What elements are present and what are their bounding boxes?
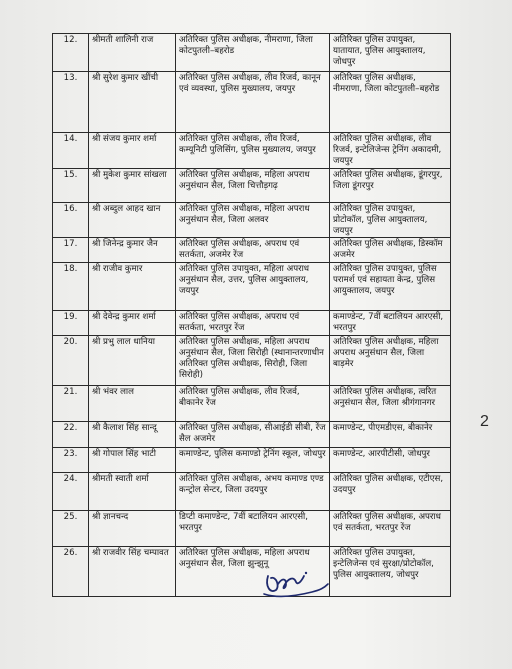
officer-name: श्री अब्दुल आहद खान [89, 202, 176, 238]
new-posting: अतिरिक्त पुलिस अधीक्षक, नीमराणा, जिला कोटपुतली–बहरोड [330, 72, 451, 133]
current-posting: अतिरिक्त पुलिस अधीक्षक, महिला अपराध अनुसंधान सैल, जिला सिरोही (स्थानान्तरणाधीन अतिरिक्त पुलिस अधीक्षक, सिरोही, जिला सिरोही) [176, 336, 330, 386]
row-number: 20. [53, 336, 89, 386]
new-posting: कमाण्डेन्ट, 7वीं बटालियन आरएसी, भरतपुर [330, 311, 451, 336]
current-posting: डिप्टी कमाण्डेन्ट, 7वीं बटालियन आरएसी, भरतपुर [176, 511, 330, 547]
current-posting: कमाण्डेन्ट, पुलिस कमाण्डो ट्रेनिंग स्कूल, जोधपुर [176, 448, 330, 473]
row-number: 15. [53, 168, 89, 202]
new-posting: अतिरिक्त पुलिस अधीक्षक, अपराध एवं सतर्कता, भरतपुर रेंज [330, 511, 451, 547]
new-posting: अतिरिक्त पुलिस अधीक्षक, त्वरित अनुसंधान सैल, जिला श्रीगंगानगर [330, 386, 451, 422]
current-posting: अतिरिक्त पुलिस अधीक्षक, महिला अपराध अनुसंधान सैल, जिला झुन्झुनू [176, 547, 330, 597]
row-number: 21. [53, 386, 89, 422]
officer-name: श्रीमती शालिनी राज [89, 34, 176, 72]
row-number: 24. [53, 473, 89, 511]
table-row [53, 386, 451, 422]
officer-name: श्री ज्ञानचन्द [89, 511, 176, 547]
row-number: 26. [53, 547, 89, 597]
table-row [53, 448, 451, 473]
current-posting: अतिरिक्त पुलिस अधीक्षक, लीव रिजर्व, कम्यूनिटी पुलिसिंग, पुलिस मुख्यालय, जयपुर [176, 133, 330, 169]
table-row [53, 311, 451, 336]
current-posting: अतिरिक्त पुलिस अधीक्षक, अपराध एवं सतर्कता, अजमेर रेंज [176, 238, 330, 263]
table-row [53, 34, 451, 72]
table-row [53, 336, 451, 386]
officer-name: श्री कैलाश सिंह सान्दू [89, 422, 176, 448]
officer-name: श्री गोपाल सिंह भाटी [89, 448, 176, 473]
new-posting: अतिरिक्त पुलिस अधीक्षक, महिला अपराध अनुसंधान सैल, जिला बाड़मेर [330, 336, 451, 386]
row-number: 16. [53, 202, 89, 238]
table-row [53, 72, 451, 133]
table-row [53, 202, 451, 238]
officer-name: श्री जिनेन्द्र कुमार जैन [89, 238, 176, 263]
row-number: 23. [53, 448, 89, 473]
table-row [53, 473, 451, 511]
row-number: 13. [53, 72, 89, 133]
table-row [53, 511, 451, 547]
table-row [53, 547, 451, 597]
row-number: 12. [53, 34, 89, 72]
current-posting: अतिरिक्त पुलिस अधीक्षक, महिला अपराध अनुसंधान सैल, जिला अलवर [176, 202, 330, 238]
new-posting: अतिरिक्त पुलिस उपायुक्त, प्रोटोकॉल, पुलिस आयुक्तालय, जयपुर [330, 202, 451, 238]
current-posting: अतिरिक्त पुलिस उपायुक्त, महिला अपराध अनुसंधान सैल, उत्तर, पुलिस आयुक्तालय, जयपुर [176, 263, 330, 311]
current-posting: अतिरिक्त पुलिस अधीक्षक, लीव रिजर्व, कानून एवं व्यवस्था, पुलिस मुख्यालय, जयपुर [176, 72, 330, 133]
table-row [53, 422, 451, 448]
officer-name: श्री राजवीर सिंह चम्पावत [89, 547, 176, 597]
current-posting: अतिरिक्त पुलिस अधीक्षक, अपराध एवं सतर्कता, भरतपुर रेंज [176, 311, 330, 336]
officer-name: श्री संजय कुमार शर्मा [89, 133, 176, 169]
officer-name: श्री राजीव कुमार [89, 263, 176, 311]
officer-name: श्री देवेन्द्र कुमार शर्मा [89, 311, 176, 336]
new-posting: अतिरिक्त पुलिस अधीक्षक, एटीएस, उदयपुर [330, 473, 451, 511]
row-number: 18. [53, 263, 89, 311]
new-posting: कमाण्डेन्ट, आरपीटीसी, जोधपुर [330, 448, 451, 473]
officer-name: श्री मुकेश कुमार सांखला [89, 168, 176, 202]
new-posting: अतिरिक्त पुलिस उपायुक्त, इन्टेलिजेन्स एवं सुरक्षा/प्रोटोकॉल, पुलिस आयुक्तालय, जोधपुर [330, 547, 451, 597]
current-posting: अतिरिक्त पुलिस अधीक्षक, सीआईडी सीबी, रेंज सैल अजमेर [176, 422, 330, 448]
current-posting: अतिरिक्त पुलिस अधीक्षक, नीमराणा, जिला कोटपुतली–बहरोड [176, 34, 330, 72]
new-posting: अतिरिक्त पुलिस अधीक्षक, डूंगरपुर, जिला डूंगरपुर [330, 168, 451, 202]
table-row [53, 263, 451, 311]
table-row [53, 133, 451, 169]
officer-name: श्रीमती स्वाती शर्मा [89, 473, 176, 511]
page-number: 2 [480, 413, 489, 430]
new-posting: अतिरिक्त पुलिस अधीक्षक, डिस्कॉम अजमेर [330, 238, 451, 263]
row-number: 19. [53, 311, 89, 336]
transfer-table [52, 33, 451, 597]
signature-image [262, 564, 332, 606]
officer-name: श्री सुरेश कुमार खींची [89, 72, 176, 133]
table-row [53, 238, 451, 263]
row-number: 14. [53, 133, 89, 169]
officer-name: श्री भंवर लाल [89, 386, 176, 422]
row-number: 22. [53, 422, 89, 448]
new-posting: अतिरिक्त पुलिस उपायुक्त, पुलिस परामर्श एवं सहायता केन्द्र, पुलिस आयुक्तालय, जयपुर [330, 263, 451, 311]
current-posting: अतिरिक्त पुलिस अधीक्षक, महिला अपराध अनुसंधान सैल, जिला चित्तौड़गढ़ [176, 168, 330, 202]
row-number: 17. [53, 238, 89, 263]
officer-name: श्री प्रभु लाल धानिया [89, 336, 176, 386]
row-number: 25. [53, 511, 89, 547]
new-posting: अतिरिक्त पुलिस उपायुक्त, यातायात, पुलिस आयुक्तालय, जोधपुर [330, 34, 451, 72]
table-row [53, 168, 451, 202]
new-posting: कमाण्डेन्ट, पीएमडीएस, बीकानेर [330, 422, 451, 448]
current-posting: अतिरिक्त पुलिस अधीक्षक, लीव रिजर्व, बीकानेर रेंज [176, 386, 330, 422]
current-posting: अतिरिक्त पुलिस अधीक्षक, अभय कमाण्ड एण्ड कन्ट्रोल सेन्टर, जिला उदयपुर [176, 473, 330, 511]
new-posting: अतिरिक्त पुलिस अधीक्षक, लीव रिजर्व, इन्टेलिजेन्स ट्रेनिंग अकादमी, जयपुर [330, 133, 451, 169]
